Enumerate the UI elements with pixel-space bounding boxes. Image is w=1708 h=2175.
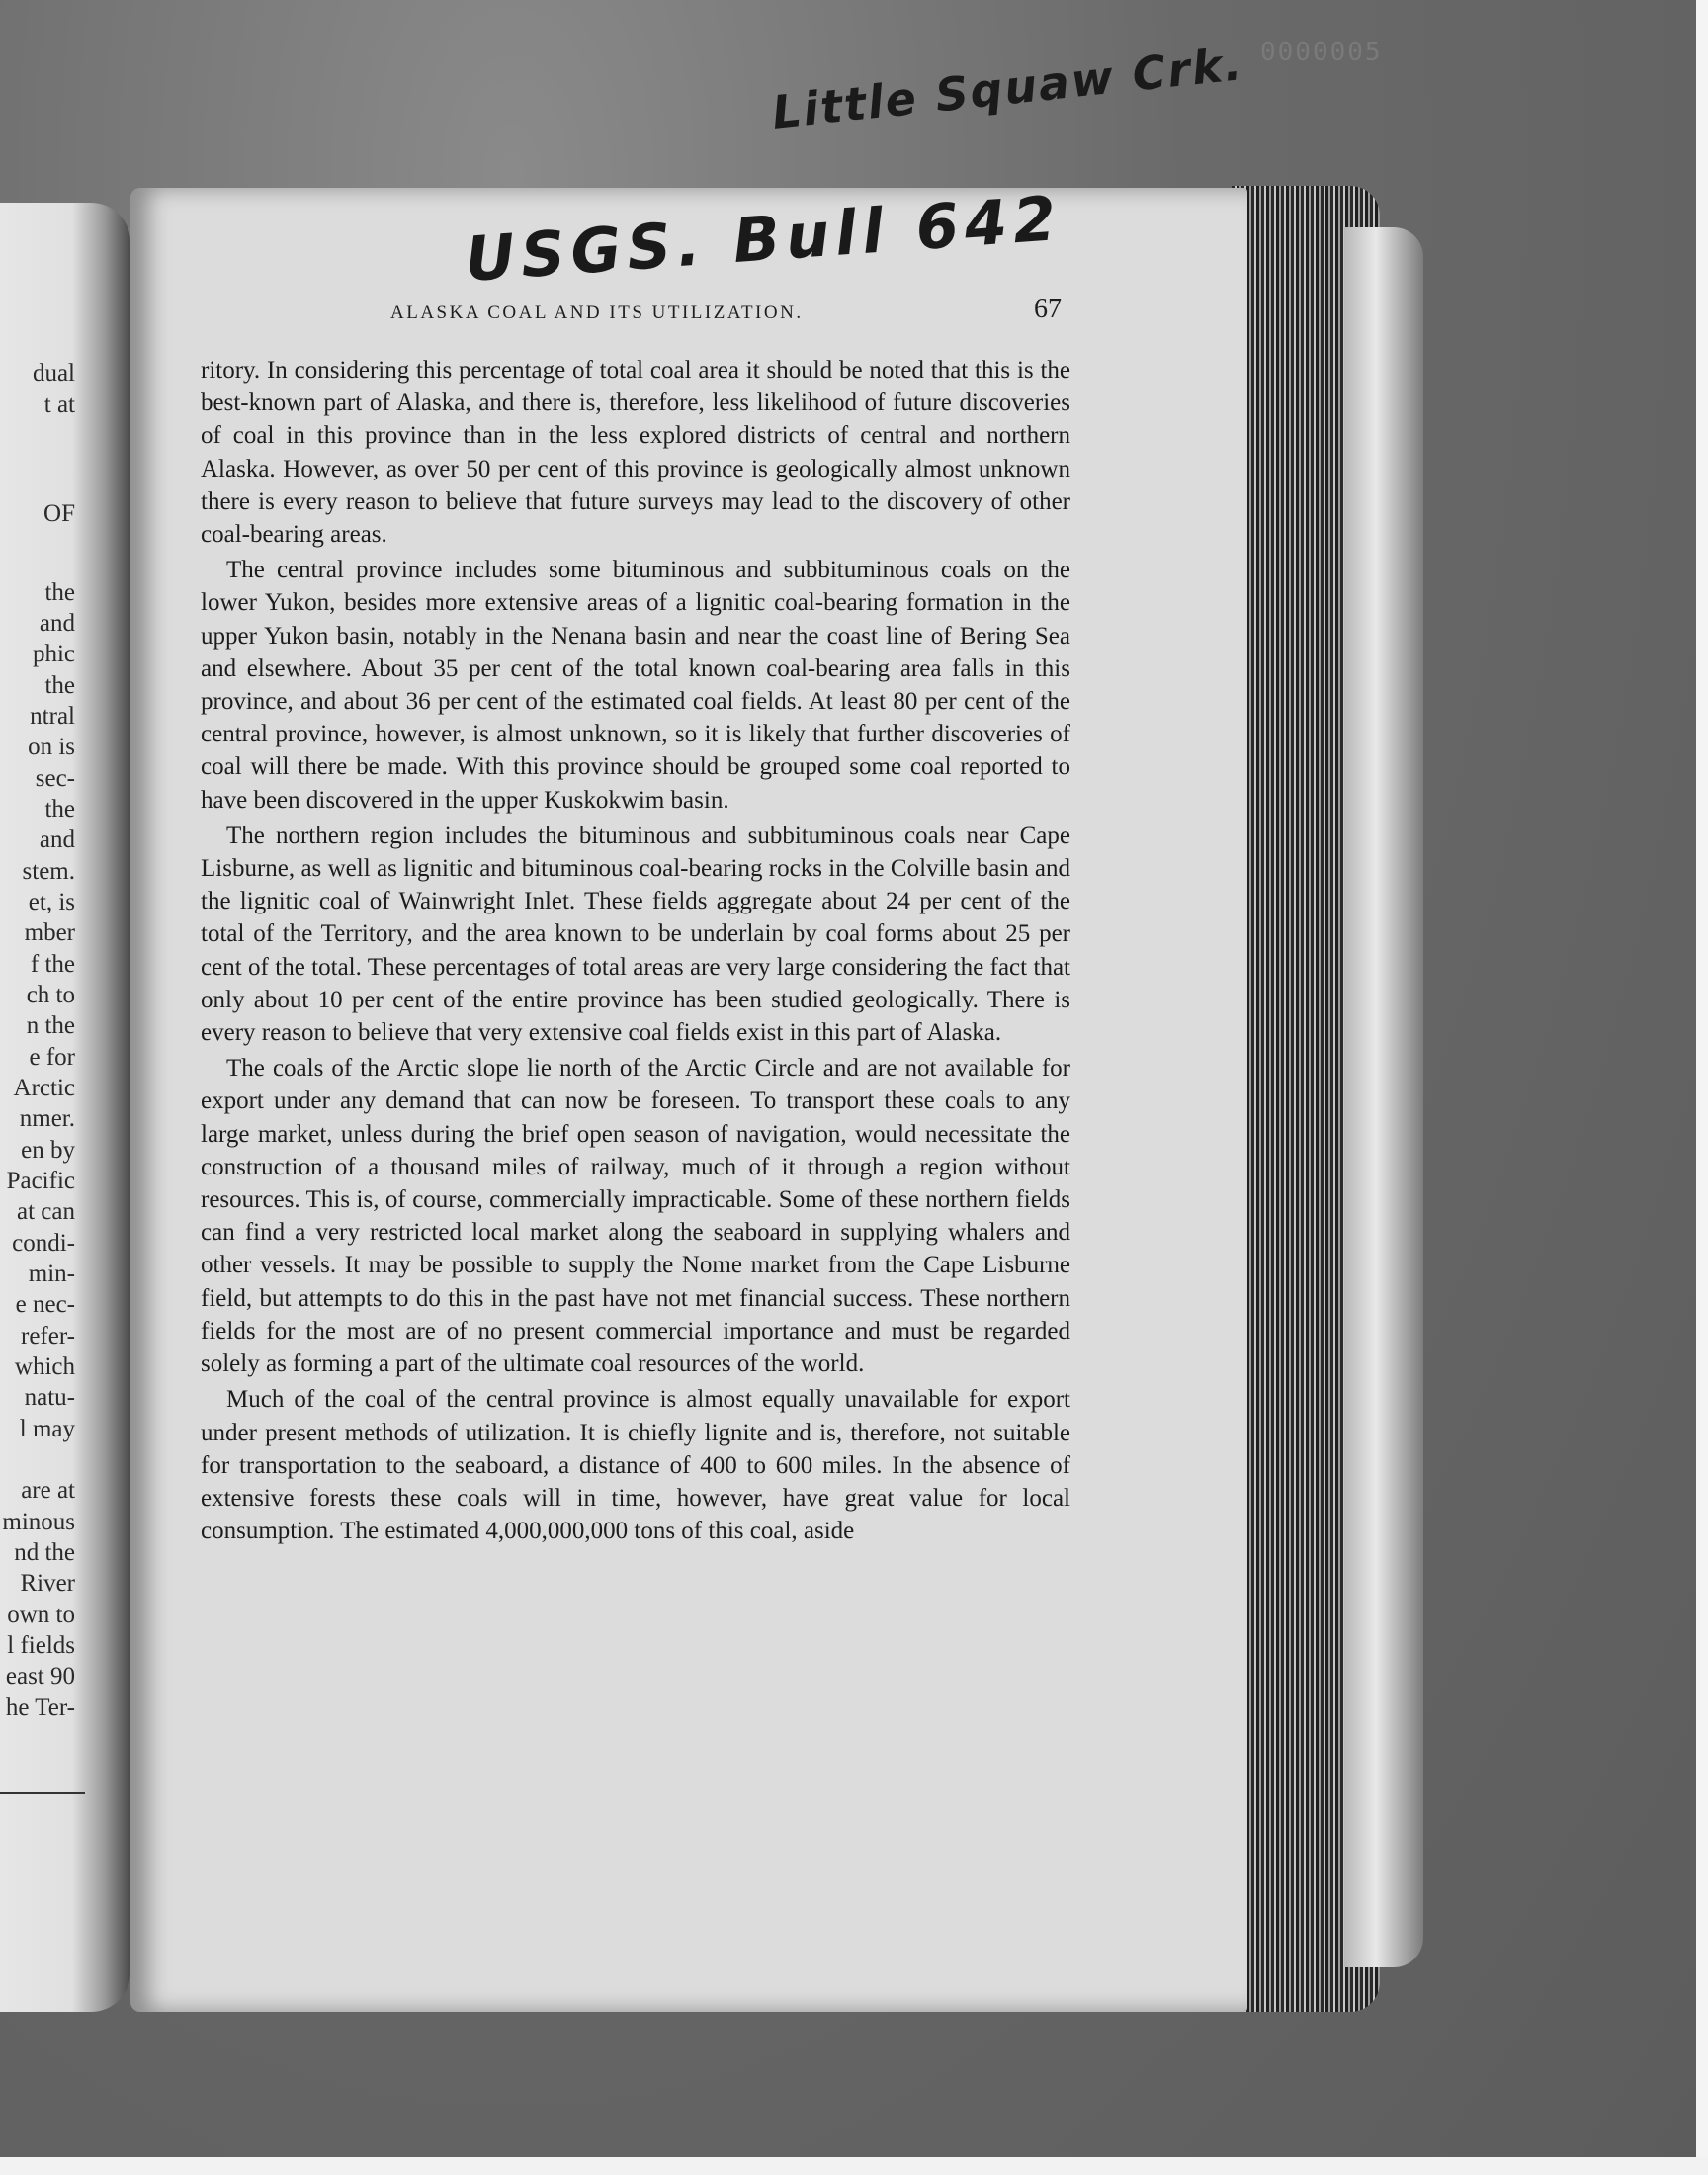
- left-fragment: condi-: [12, 1230, 75, 1257]
- handwritten-note-top: Little Squaw Crk.: [769, 37, 1246, 139]
- left-fragment: refer-: [21, 1323, 75, 1349]
- left-fragment: n the: [26, 1012, 75, 1039]
- left-fragment: east 90: [5, 1663, 75, 1690]
- left-fragment: and: [39, 610, 75, 637]
- left-fragment: sec-: [35, 765, 75, 792]
- paragraph: ritory. In considering this percentage of total coal area it should be noted that this is the best-known part of Alaska, and there is, therefore, less likelihood of future discoveries of coal in this province than in the less explored districts of central and northern Alaska. However, as over 50 per cent of this province is geologically almost unknown there is every reason to believe that future surveys may lead to the discovery of other coal-bearing areas.: [201, 357, 1070, 549]
- left-divider: [0, 1792, 85, 1794]
- left-fragment: l fields: [7, 1632, 75, 1659]
- left-fragment: are at: [21, 1477, 75, 1504]
- page-number: 67: [1034, 294, 1062, 324]
- paragraph: The central province includes some bituminous and subbituminous coals on the lower Yukon, besides more extensive areas of a lignitic coal-bearing formation in the upper Yukon basin, notably in the Nenana basin and near the coast line of Bering Sea and elsewhere. About 35 per cent of the total known coal-bearing area falls in this province, and about 36 per cent of the estimated coal fields. At least 80 per cent of the central province, however, is almost unknown, so it is likely that further discoveries of coal will there be made. With this province should be grouped some coal reported to have been discovered in the upper Kuskokwim basin.: [201, 557, 1070, 814]
- left-fragment: the: [44, 672, 75, 699]
- left-fragment: et, is: [28, 889, 75, 915]
- left-fragment: Arctic: [13, 1075, 75, 1101]
- page-body: [201, 354, 1070, 1550]
- left-fragment: e for: [29, 1044, 75, 1071]
- left-fragment: the: [44, 579, 75, 606]
- left-fragment: minous: [2, 1509, 75, 1535]
- handwritten-citation: USGS. Bull 642: [463, 182, 1065, 296]
- left-fragment: own to: [7, 1602, 75, 1628]
- stamp-number: 0000005: [1260, 38, 1383, 67]
- scan-margin-right: [1696, 0, 1708, 2175]
- left-fragment: mber: [24, 919, 75, 946]
- left-fragment: l may: [19, 1416, 75, 1442]
- left-facing-page: [0, 203, 130, 2012]
- left-fragment: phic: [32, 641, 75, 667]
- paragraph: The northern region includes the bituminous and subbituminous coals near Cape Lisburne, as well as lignitic and bituminous coal-bearing rocks in the Colville basin and the lignitic coal of Wainwright Inlet. These fields aggregate about 24 per cent of the total of the Territory, and the area known to be underlain by coal forms about 25 per cent of the total. These percentages of total areas are very large considering the fact that only about 10 per cent of the entire province has been studied geologically. There is every reason to believe that very extensive coal fields exist in this part of Alaska.: [201, 822, 1070, 1047]
- left-fragment: which: [14, 1353, 75, 1380]
- left-fragment: natu-: [24, 1384, 75, 1411]
- left-fragment: and: [39, 826, 75, 853]
- left-fragment: min-: [28, 1261, 75, 1287]
- left-fragment: e nec-: [15, 1291, 75, 1318]
- left-fragment: River: [20, 1570, 75, 1597]
- left-fragment: dual: [32, 360, 75, 387]
- left-fragment: nd the: [14, 1539, 75, 1566]
- scan-margin-bottom: [0, 2157, 1708, 2175]
- left-fragment: ntral: [30, 703, 75, 730]
- book-spine-shadow: [1344, 227, 1423, 1967]
- left-fragment: t at: [43, 392, 75, 418]
- left-fragment: ch to: [26, 982, 75, 1008]
- left-fragment: he Ter-: [5, 1695, 75, 1721]
- left-fragment: nmer.: [19, 1105, 75, 1132]
- paragraph: Much of the coal of the central province is almost equally unavailable for export under present methods of utilization. It is chiefly lignite and is, therefore, not suitable for transportation to the seaboard, a distance of 400 to 600 miles. In the absence of extensive forests these coals will in time, however, have great value for local consumption. The estimated 4,000,000,000 tons of this coal, aside: [201, 1386, 1070, 1545]
- left-fragment: f the: [30, 951, 75, 978]
- left-fragment: Pacific: [6, 1168, 75, 1194]
- left-fragment: the: [44, 796, 75, 823]
- left-fragment: on is: [28, 734, 75, 760]
- left-fragment: at can: [17, 1198, 75, 1225]
- running-head: ALASKA COAL AND ITS UTILIZATION.: [390, 303, 804, 323]
- left-fragment: OF: [43, 500, 75, 527]
- left-fragment: stem.: [22, 858, 75, 885]
- left-fragment: en by: [21, 1137, 75, 1164]
- paragraph: The coals of the Arctic slope lie north of the Arctic Circle and are not available for export under any demand that can now be foreseen. To transport these coals to any large market, unless during the brief open season of navigation, would necessitate the construction of a thousand miles of railway, much of it through a region without resources. This is, of course, commercially impracticable. Some of these northern fields can find a very restricted local market along the seaboard in supplying whalers and other vessels. It may be possible to supply the Nome market from the Cape Lisburne field, but attempts to do this in the past have not met financial success. These northern fields for the most are of no present commercial importance and must be regarded solely as forming a part of the ultimate coal resources of the world.: [201, 1055, 1070, 1378]
